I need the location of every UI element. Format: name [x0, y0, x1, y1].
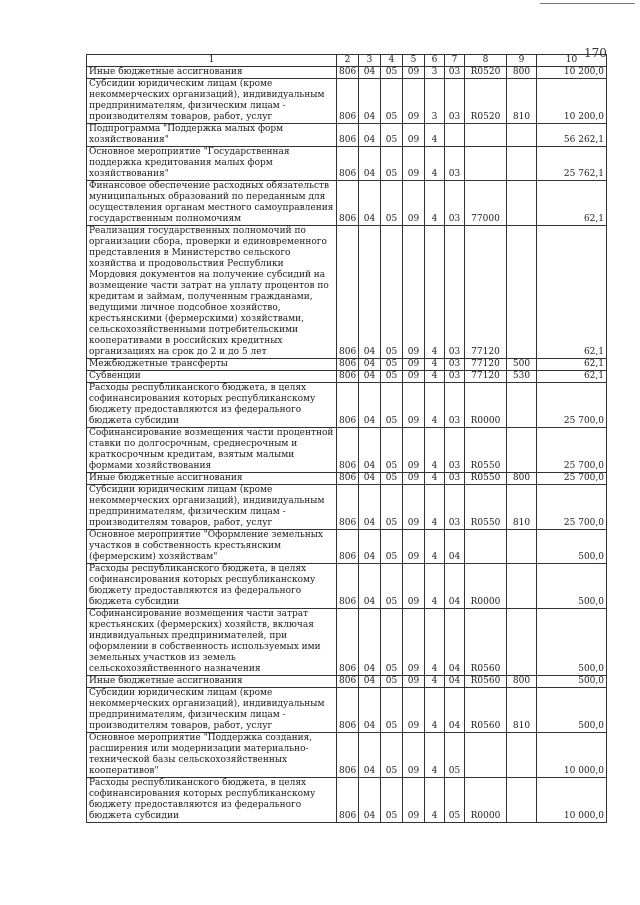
row-description: Расходы республиканского бюджета, в целях софинансирования которых республиканскому бюджету предоставляются из федерального бюджета субсидии	[87, 564, 337, 609]
cell-c7: 04	[445, 609, 465, 676]
row-description: Субвенции	[87, 371, 337, 383]
cell-c9: 810	[507, 688, 537, 733]
cell-c2: 806	[337, 124, 359, 147]
cell-c10: 62,1	[537, 371, 607, 383]
cell-c9	[507, 609, 537, 676]
row-description: Основное мероприятие "Государственная поддержка кредитования малых форм хозяйствования"	[87, 147, 337, 181]
cell-c7: 03	[445, 485, 465, 530]
cell-c5: 09	[403, 226, 425, 359]
header-cell: 4	[381, 55, 403, 67]
cell-c4: 05	[381, 564, 403, 609]
cell-c5: 09	[403, 473, 425, 485]
cell-c9	[507, 428, 537, 473]
row-description: Межбюджетные трансферты	[87, 359, 337, 371]
cell-c4: 05	[381, 428, 403, 473]
cell-c8	[465, 530, 507, 564]
cell-c4: 05	[381, 676, 403, 688]
cell-c10: 25 700,0	[537, 428, 607, 473]
header-cell: 1	[87, 55, 337, 67]
table-row	[87, 609, 607, 676]
cell-c3: 04	[359, 124, 381, 147]
cell-c5: 09	[403, 124, 425, 147]
table-row	[87, 226, 607, 359]
cell-c2: 806	[337, 371, 359, 383]
cell-c10: 25 700,0	[537, 383, 607, 428]
cell-c3: 04	[359, 778, 381, 823]
cell-c9	[507, 124, 537, 147]
cell-c9	[507, 226, 537, 359]
cell-c8: 77120	[465, 226, 507, 359]
cell-c2: 806	[337, 530, 359, 564]
cell-c3: 04	[359, 67, 381, 79]
cell-c9: 500	[507, 359, 537, 371]
cell-c6: 3	[425, 79, 445, 124]
cell-c2: 806	[337, 473, 359, 485]
table-row	[87, 383, 607, 428]
cell-c10: 500,0	[537, 609, 607, 676]
cell-c10: 500,0	[537, 688, 607, 733]
cell-c3: 04	[359, 226, 381, 359]
cell-c4: 05	[381, 383, 403, 428]
row-description: Иные бюджетные ассигнования	[87, 67, 337, 79]
cell-c8: R0000	[465, 383, 507, 428]
cell-c6: 4	[425, 564, 445, 609]
row-description: Софинансирование возмещения части процентной ставки по долгосрочным, среднесрочным и краткосрочным кредитам, взятым малыми формами хозяйствования	[87, 428, 337, 473]
cell-c10: 25 700,0	[537, 473, 607, 485]
cell-c3: 04	[359, 530, 381, 564]
header-cell: 8	[465, 55, 507, 67]
cell-c10: 10 000,0	[537, 778, 607, 823]
cell-c6: 4	[425, 530, 445, 564]
cell-c10: 62,1	[537, 181, 607, 226]
cell-c2: 806	[337, 485, 359, 530]
header-cell: 5	[403, 55, 425, 67]
cell-c5: 09	[403, 564, 425, 609]
table-row	[87, 530, 607, 564]
cell-c5: 09	[403, 383, 425, 428]
header-cell: 3	[359, 55, 381, 67]
table-row	[87, 688, 607, 733]
cell-c6: 4	[425, 359, 445, 371]
cell-c7: 03	[445, 383, 465, 428]
row-description: Основное мероприятие "Оформление земельных участков в собственность крестьянским (фермерским) хозяйствам"	[87, 530, 337, 564]
cell-c3: 04	[359, 359, 381, 371]
cell-c2: 806	[337, 778, 359, 823]
row-description: Основное мероприятие "Поддержка создания, расширения или модернизации материально-технической базы сельскохозяйственных кооперативов"	[87, 733, 337, 778]
cell-c3: 04	[359, 371, 381, 383]
cell-c4: 05	[381, 733, 403, 778]
row-description: Субсидии юридическим лицам (кроме некоммерческих организаций), индивидуальным предпринимателям, физическим лицам - производителям товаров, работ, услуг	[87, 485, 337, 530]
cell-c3: 04	[359, 609, 381, 676]
cell-c8: R0550	[465, 428, 507, 473]
cell-c7: 03	[445, 473, 465, 485]
table-row	[87, 473, 607, 485]
cell-c6: 4	[425, 124, 445, 147]
cell-c10: 500,0	[537, 676, 607, 688]
cell-c7: 04	[445, 676, 465, 688]
table-row	[87, 371, 607, 383]
cell-c5: 09	[403, 530, 425, 564]
row-description: Софинансирование возмещения части затрат крестьянских (фермерских) хозяйств, включая индивидуальных предпринимателей, при оформлении в собственность используемых ими земельных участков из земель сельскохозяйственного назначения	[87, 609, 337, 676]
cell-c10: 62,1	[537, 226, 607, 359]
header-cell: 6	[425, 55, 445, 67]
cell-c6: 4	[425, 485, 445, 530]
cell-c3: 04	[359, 485, 381, 530]
cell-c8: R0000	[465, 564, 507, 609]
cell-c3: 04	[359, 79, 381, 124]
cell-c8: 77120	[465, 359, 507, 371]
row-description: Расходы республиканского бюджета, в целях софинансирования которых республиканскому бюджету предоставляются из федерального бюджета субсидии	[87, 383, 337, 428]
cell-c6: 4	[425, 676, 445, 688]
cell-c2: 806	[337, 564, 359, 609]
cell-c5: 09	[403, 371, 425, 383]
cell-c9	[507, 530, 537, 564]
cell-c9: 810	[507, 485, 537, 530]
cell-c8	[465, 124, 507, 147]
cell-c5: 09	[403, 688, 425, 733]
cell-c2: 806	[337, 733, 359, 778]
cell-c10: 10 200,0	[537, 79, 607, 124]
cell-c5: 09	[403, 778, 425, 823]
table-header-row	[87, 55, 607, 67]
cell-c10: 56 262,1	[537, 124, 607, 147]
cell-c9	[507, 778, 537, 823]
cell-c7	[445, 124, 465, 147]
page-number: 170	[584, 46, 607, 60]
header-cell: 10	[537, 55, 607, 67]
top-edge-line	[540, 3, 635, 4]
cell-c10: 500,0	[537, 564, 607, 609]
cell-c4: 05	[381, 359, 403, 371]
cell-c9	[507, 564, 537, 609]
cell-c9	[507, 181, 537, 226]
row-description: Реализация государственных полномочий по организации сбора, проверки и единовременного представления в Министерство сельского хозяйства и продовольствия Республики Мордовия документов на получение субсидий на возмещение части затрат на уплату процентов по кредитам и займам, полученным гражданами, ведущими личное подсобное хозяйство, крестьянскими (фермерскими) хозяйствами, сельскохозяйственными потребительскими кооперативами в российских кредитных организациях на срок до 2 и до 5 лет	[87, 226, 337, 359]
row-description: Расходы республиканского бюджета, в целях софинансирования которых республиканскому бюджету предоставляются из федерального бюджета субсидии	[87, 778, 337, 823]
cell-c5: 09	[403, 676, 425, 688]
table-row	[87, 79, 607, 124]
table-row	[87, 67, 607, 79]
cell-c3: 04	[359, 383, 381, 428]
cell-c5: 09	[403, 428, 425, 473]
cell-c2: 806	[337, 359, 359, 371]
cell-c3: 04	[359, 676, 381, 688]
cell-c8: R0560	[465, 609, 507, 676]
cell-c10: 62,1	[537, 359, 607, 371]
cell-c6: 4	[425, 383, 445, 428]
cell-c10: 500,0	[537, 530, 607, 564]
cell-c8: R0550	[465, 473, 507, 485]
cell-c7: 03	[445, 181, 465, 226]
table-row	[87, 359, 607, 371]
row-description: Подпрограмма "Поддержка малых форм хозяйствования"	[87, 124, 337, 147]
cell-c4: 05	[381, 181, 403, 226]
cell-c7: 04	[445, 530, 465, 564]
cell-c7: 03	[445, 371, 465, 383]
table-row	[87, 428, 607, 473]
cell-c5: 09	[403, 609, 425, 676]
cell-c4: 05	[381, 67, 403, 79]
cell-c8: R0520	[465, 67, 507, 79]
cell-c4: 05	[381, 609, 403, 676]
cell-c5: 09	[403, 67, 425, 79]
cell-c2: 806	[337, 147, 359, 181]
cell-c5: 09	[403, 147, 425, 181]
cell-c2: 806	[337, 609, 359, 676]
row-description: Иные бюджетные ассигнования	[87, 676, 337, 688]
cell-c2: 806	[337, 676, 359, 688]
cell-c4: 05	[381, 778, 403, 823]
cell-c6: 4	[425, 181, 445, 226]
cell-c4: 05	[381, 473, 403, 485]
cell-c10: 10 000,0	[537, 733, 607, 778]
cell-c3: 04	[359, 473, 381, 485]
cell-c6: 3	[425, 67, 445, 79]
cell-c9: 810	[507, 79, 537, 124]
cell-c7: 05	[445, 778, 465, 823]
cell-c8	[465, 733, 507, 778]
cell-c5: 09	[403, 485, 425, 530]
table-row	[87, 485, 607, 530]
cell-c5: 09	[403, 181, 425, 226]
cell-c7: 04	[445, 564, 465, 609]
cell-c7: 05	[445, 733, 465, 778]
cell-c2: 806	[337, 181, 359, 226]
cell-c7: 03	[445, 359, 465, 371]
cell-c7: 03	[445, 147, 465, 181]
table-row	[87, 147, 607, 181]
cell-c5: 09	[403, 359, 425, 371]
cell-c7: 03	[445, 226, 465, 359]
cell-c9: 530	[507, 371, 537, 383]
cell-c9	[507, 147, 537, 181]
cell-c9	[507, 383, 537, 428]
cell-c8: R0560	[465, 676, 507, 688]
table-row	[87, 564, 607, 609]
header-cell: 2	[337, 55, 359, 67]
table-row	[87, 778, 607, 823]
cell-c3: 04	[359, 181, 381, 226]
cell-c2: 806	[337, 688, 359, 733]
cell-c6: 4	[425, 778, 445, 823]
cell-c2: 806	[337, 79, 359, 124]
row-description: Субсидии юридическим лицам (кроме некоммерческих организаций), индивидуальным предпринимателям, физическим лицам - производителям товаров, работ, услуг	[87, 79, 337, 124]
cell-c9: 800	[507, 676, 537, 688]
cell-c7: 03	[445, 79, 465, 124]
cell-c8: 77120	[465, 371, 507, 383]
cell-c10: 10 200,0	[537, 67, 607, 79]
table-row	[87, 181, 607, 226]
row-description: Иные бюджетные ассигнования	[87, 473, 337, 485]
cell-c2: 806	[337, 383, 359, 428]
cell-c2: 806	[337, 428, 359, 473]
cell-c7: 03	[445, 67, 465, 79]
cell-c4: 05	[381, 226, 403, 359]
cell-c3: 04	[359, 428, 381, 473]
cell-c7: 04	[445, 688, 465, 733]
table-row	[87, 676, 607, 688]
row-description: Субсидии юридическим лицам (кроме некоммерческих организаций), индивидуальным предпринимателям, физическим лицам - производителям товаров, работ, услуг	[87, 688, 337, 733]
cell-c4: 05	[381, 485, 403, 530]
cell-c8: R0550	[465, 485, 507, 530]
cell-c6: 4	[425, 688, 445, 733]
cell-c4: 05	[381, 147, 403, 181]
header-cell: 9	[507, 55, 537, 67]
cell-c6: 4	[425, 428, 445, 473]
cell-c9: 800	[507, 473, 537, 485]
cell-c6: 4	[425, 473, 445, 485]
cell-c6: 4	[425, 609, 445, 676]
cell-c4: 05	[381, 371, 403, 383]
cell-c4: 05	[381, 688, 403, 733]
cell-c8: R0560	[465, 688, 507, 733]
cell-c2: 806	[337, 226, 359, 359]
table-row	[87, 733, 607, 778]
cell-c5: 09	[403, 733, 425, 778]
cell-c10: 25 700,0	[537, 485, 607, 530]
cell-c9: 800	[507, 67, 537, 79]
cell-c9	[507, 733, 537, 778]
cell-c8: 77000	[465, 181, 507, 226]
cell-c5: 09	[403, 79, 425, 124]
cell-c6: 4	[425, 226, 445, 359]
cell-c3: 04	[359, 733, 381, 778]
cell-c8	[465, 147, 507, 181]
cell-c4: 05	[381, 530, 403, 564]
row-description: Финансовое обеспечение расходных обязательств муниципальных образований по переданным для осуществления органам местного самоуправления государственным полномочиям	[87, 181, 337, 226]
cell-c2: 806	[337, 67, 359, 79]
cell-c8: R0000	[465, 778, 507, 823]
budget-table	[86, 54, 607, 823]
cell-c4: 05	[381, 124, 403, 147]
cell-c3: 04	[359, 147, 381, 181]
cell-c6: 4	[425, 733, 445, 778]
cell-c4: 05	[381, 79, 403, 124]
cell-c7: 03	[445, 428, 465, 473]
cell-c8: R0520	[465, 79, 507, 124]
cell-c3: 04	[359, 564, 381, 609]
table-row	[87, 124, 607, 147]
cell-c6: 4	[425, 147, 445, 181]
header-cell: 7	[445, 55, 465, 67]
cell-c6: 4	[425, 371, 445, 383]
cell-c10: 25 762,1	[537, 147, 607, 181]
cell-c3: 04	[359, 688, 381, 733]
